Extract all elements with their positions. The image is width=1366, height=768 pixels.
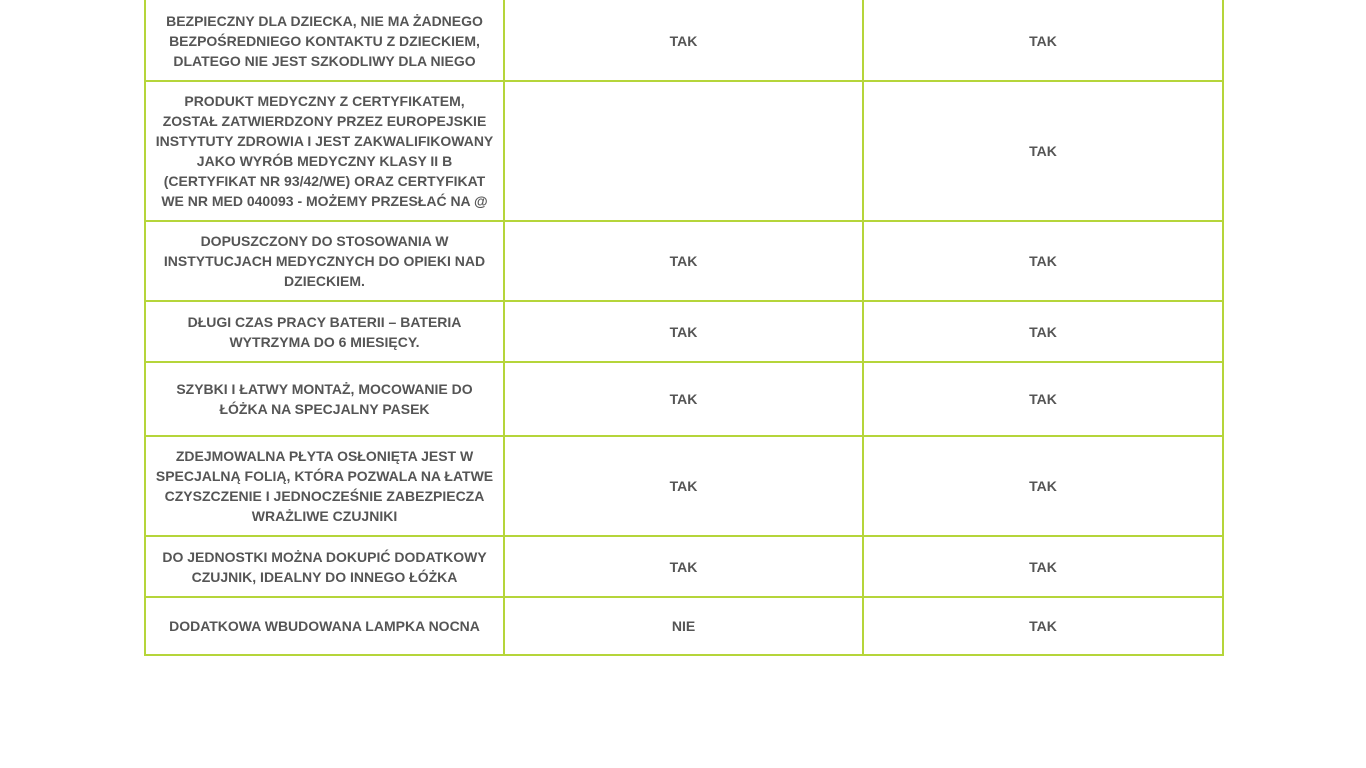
value-cell-b: TAK: [863, 536, 1223, 597]
table-row: [145, 362, 1223, 436]
feature-cell: ZDEJMOWALNA PŁYTA OSŁONIĘTA JEST W SPECJALNĄ FOLIĄ, KTÓRA POZWALA NA ŁATWE CZYSZCZENIE I JEDNOCZEŚNIE ZABEZPIECZA WRAŻLIWE CZUJNIKI: [145, 436, 504, 536]
feature-cell: PRODUKT MEDYCZNY Z CERTYFIKATEM, ZOSTAŁ ZATWIERDZONY PRZEZ EUROPEJSKIE INSTYTUTY ZDROWIA I JEST ZAKWALIFIKOWANY JAKO WYRÓB MEDYCZNY KLASY II B (CERTYFIKAT NR 93/42/WE) ORAZ CERTYFIKAT WE NR MED 040093 - MOŻEMY PRZESŁAĆ NA @: [145, 81, 504, 221]
value-cell-b: TAK: [863, 597, 1223, 655]
table-row: [145, 536, 1223, 597]
value-cell-b: TAK: [863, 301, 1223, 362]
value-cell-b: TAK: [863, 0, 1223, 81]
feature-cell: DODATKOWA WBUDOWANA LAMPKA NOCNA: [145, 597, 504, 655]
table-row: [145, 597, 1223, 655]
value-cell-b: TAK: [863, 436, 1223, 536]
feature-cell: SZYBKI I ŁATWY MONTAŻ, MOCOWANIE DO ŁÓŻKA NA SPECJALNY PASEK: [145, 362, 504, 436]
value-cell-a: NIE: [504, 597, 863, 655]
comparison-table: [144, 0, 1224, 656]
value-cell-a: TAK: [504, 301, 863, 362]
table-row: [145, 436, 1223, 536]
value-cell-b: TAK: [863, 362, 1223, 436]
table-row: [145, 301, 1223, 362]
feature-cell: DO JEDNOSTKI MOŻNA DOKUPIĆ DODATKOWY CZUJNIK, IDEALNY DO INNEGO ŁÓŻKA: [145, 536, 504, 597]
table-row: [145, 0, 1223, 81]
value-cell-a: TAK: [504, 0, 863, 81]
value-cell-b: TAK: [863, 221, 1223, 301]
feature-cell: DOPUSZCZONY DO STOSOWANIA W INSTYTUCJACH MEDYCZNYCH DO OPIEKI NAD DZIECKIEM.: [145, 221, 504, 301]
table-row: [145, 221, 1223, 301]
table-row: [145, 81, 1223, 221]
value-cell-b: TAK: [863, 81, 1223, 221]
value-cell-a: TAK: [504, 436, 863, 536]
feature-cell: BEZPIECZNY DLA DZIECKA, NIE MA ŻADNEGO BEZPOŚREDNIEGO KONTAKTU Z DZIECKIEM, DLATEGO NIE JEST SZKODLIWY DLA NIEGO: [145, 0, 504, 81]
value-cell-a: [504, 81, 863, 221]
feature-cell: DŁUGI CZAS PRACY BATERII – BATERIA WYTRZYMA DO 6 MIESIĘCY.: [145, 301, 504, 362]
value-cell-a: TAK: [504, 221, 863, 301]
comparison-table-container: [144, 0, 1222, 656]
value-cell-a: TAK: [504, 536, 863, 597]
value-cell-a: TAK: [504, 362, 863, 436]
